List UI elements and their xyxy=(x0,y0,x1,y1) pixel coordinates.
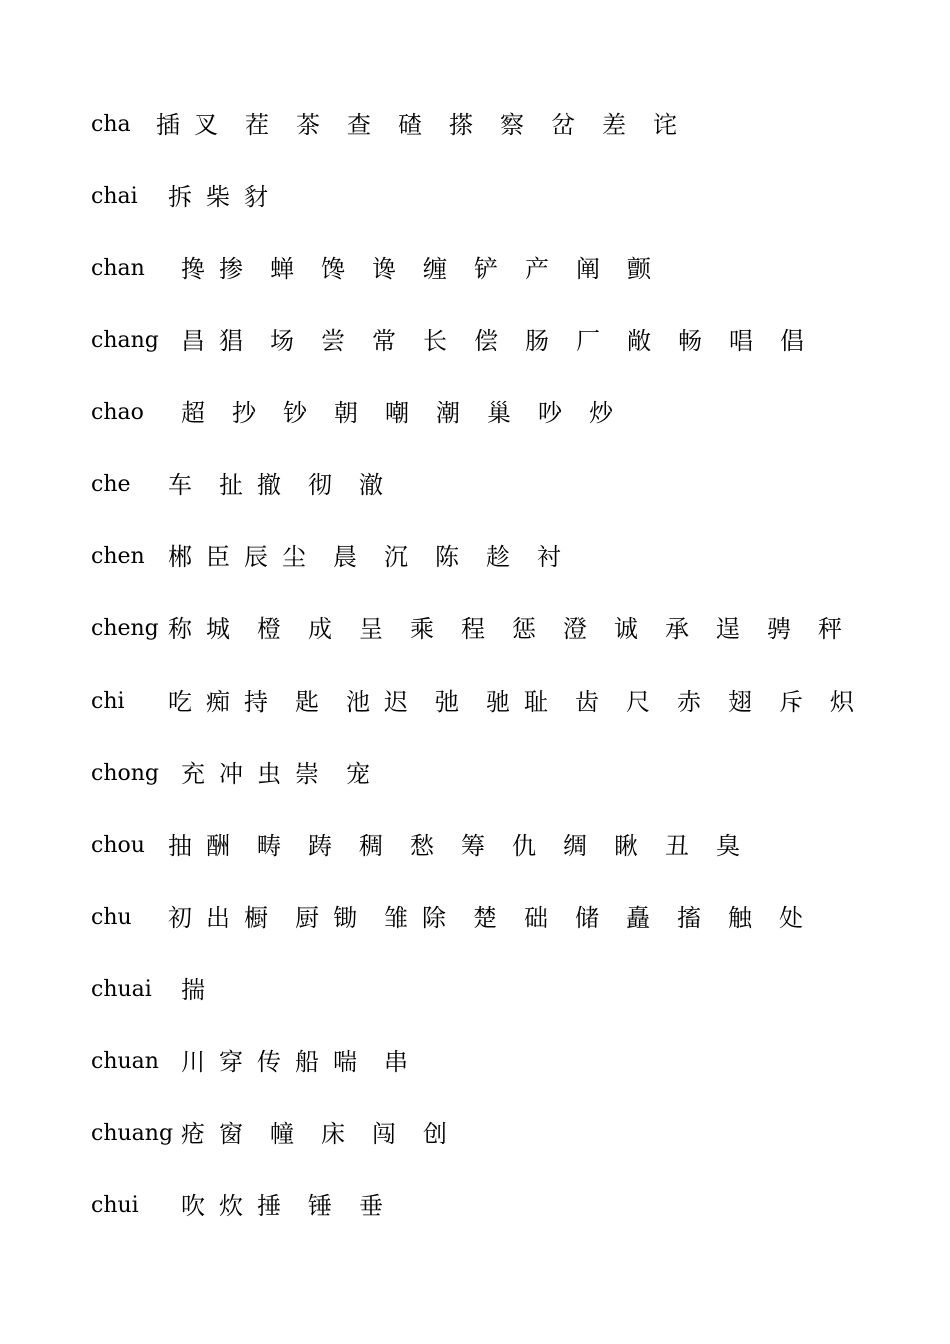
hanzi-character: 彻 xyxy=(308,471,332,499)
hanzi-character: 插 xyxy=(156,111,180,139)
hanzi-character: 骋 xyxy=(767,615,791,643)
hanzi-character: 储 xyxy=(575,904,599,932)
hanzi-character: 趁 xyxy=(486,543,510,571)
pinyin-label: chan xyxy=(91,256,145,281)
hanzi-character: 川 xyxy=(181,1048,205,1076)
pinyin-label: chao xyxy=(91,400,144,425)
hanzi-character: 逞 xyxy=(716,615,740,643)
hanzi-character: 踌 xyxy=(308,832,332,860)
hanzi-character: 崇 xyxy=(295,760,319,788)
hanzi-character: 处 xyxy=(779,904,803,932)
hanzi-character: 陈 xyxy=(435,543,459,571)
hanzi-character: 惩 xyxy=(512,615,536,643)
pinyin-label: chen xyxy=(91,544,145,569)
hanzi-character: 出 xyxy=(206,904,230,932)
hanzi-character: 斥 xyxy=(779,688,803,716)
hanzi-character: 幢 xyxy=(270,1120,294,1148)
hanzi-character: 铲 xyxy=(474,255,498,283)
hanzi-character: 馋 xyxy=(321,255,345,283)
hanzi-character: 澄 xyxy=(563,615,587,643)
hanzi-character: 尺 xyxy=(626,688,650,716)
hanzi-character: 秤 xyxy=(818,615,842,643)
hanzi-character: 垂 xyxy=(359,1192,383,1220)
hanzi-character: 赤 xyxy=(677,688,701,716)
hanzi-character: 捶 xyxy=(257,1192,281,1220)
pinyin-label: chang xyxy=(91,328,159,353)
hanzi-character: 充 xyxy=(181,760,205,788)
hanzi-character: 愁 xyxy=(410,832,434,860)
hanzi-character: 澈 xyxy=(359,471,383,499)
hanzi-character: 差 xyxy=(602,111,626,139)
hanzi-character: 倡 xyxy=(780,327,804,355)
hanzi-character: 串 xyxy=(384,1048,408,1076)
hanzi-character: 辰 xyxy=(244,543,268,571)
hanzi-character: 畴 xyxy=(257,832,281,860)
hanzi-character: 厨 xyxy=(295,904,319,932)
hanzi-character: 础 xyxy=(524,904,548,932)
hanzi-character: 酬 xyxy=(206,832,230,860)
hanzi-character: 茶 xyxy=(296,111,320,139)
pinyin-row-chuai xyxy=(0,970,950,1010)
hanzi-character: 叉 xyxy=(194,111,218,139)
hanzi-character: 巢 xyxy=(487,399,511,427)
pinyin-label: chou xyxy=(91,833,145,858)
hanzi-character: 弛 xyxy=(435,688,459,716)
hanzi-character: 筹 xyxy=(461,832,485,860)
pinyin-row-chou xyxy=(0,826,950,866)
hanzi-character: 疮 xyxy=(181,1120,205,1148)
hanzi-character: 尘 xyxy=(282,543,306,571)
hanzi-character: 缠 xyxy=(423,255,447,283)
hanzi-character: 蝉 xyxy=(270,255,294,283)
hanzi-character: 吵 xyxy=(538,399,562,427)
hanzi-character: 吃 xyxy=(168,688,192,716)
hanzi-character: 翅 xyxy=(728,688,752,716)
hanzi-character: 碴 xyxy=(398,111,422,139)
pinyin-row-chen xyxy=(0,537,950,577)
hanzi-character: 车 xyxy=(168,471,192,499)
pinyin-label: chuan xyxy=(91,1049,159,1074)
hanzi-character: 称 xyxy=(168,615,192,643)
hanzi-character: 察 xyxy=(500,111,524,139)
pinyin-row-chu xyxy=(0,898,950,938)
hanzi-character: 锄 xyxy=(333,904,357,932)
pinyin-label: chong xyxy=(91,761,159,786)
hanzi-character: 程 xyxy=(461,615,485,643)
hanzi-character: 长 xyxy=(423,327,447,355)
hanzi-character: 常 xyxy=(372,327,396,355)
hanzi-character: 肠 xyxy=(525,327,549,355)
hanzi-character: 炒 xyxy=(589,399,613,427)
hanzi-character: 撤 xyxy=(257,471,281,499)
hanzi-character: 查 xyxy=(347,111,371,139)
hanzi-character: 郴 xyxy=(168,543,192,571)
hanzi-character: 揣 xyxy=(181,976,205,1004)
hanzi-character: 茬 xyxy=(245,111,269,139)
hanzi-character: 岔 xyxy=(551,111,575,139)
hanzi-character: 城 xyxy=(206,615,230,643)
hanzi-character: 耻 xyxy=(524,688,548,716)
hanzi-character: 拆 xyxy=(168,183,192,211)
hanzi-character: 产 xyxy=(525,255,549,283)
hanzi-character: 乘 xyxy=(410,615,434,643)
hanzi-character: 搽 xyxy=(449,111,473,139)
pinyin-row-chui xyxy=(0,1186,950,1226)
hanzi-character: 畅 xyxy=(678,327,702,355)
hanzi-character: 窗 xyxy=(219,1120,243,1148)
hanzi-character: 嘲 xyxy=(385,399,409,427)
hanzi-character: 承 xyxy=(665,615,689,643)
pinyin-label: cheng xyxy=(91,616,159,641)
hanzi-character: 厂 xyxy=(576,327,600,355)
hanzi-character: 持 xyxy=(244,688,268,716)
hanzi-character: 臣 xyxy=(206,543,230,571)
hanzi-character: 晨 xyxy=(333,543,357,571)
hanzi-character: 船 xyxy=(295,1048,319,1076)
hanzi-character: 颤 xyxy=(627,255,651,283)
hanzi-character: 除 xyxy=(422,904,446,932)
hanzi-character: 呈 xyxy=(359,615,383,643)
hanzi-character: 沉 xyxy=(384,543,408,571)
hanzi-character: 驰 xyxy=(486,688,510,716)
hanzi-character: 猖 xyxy=(219,327,243,355)
pinyin-label: chai xyxy=(91,184,138,209)
hanzi-character: 超 xyxy=(181,399,205,427)
pinyin-label: che xyxy=(91,472,131,497)
hanzi-character: 朝 xyxy=(334,399,358,427)
hanzi-character: 穿 xyxy=(219,1048,243,1076)
hanzi-character: 丑 xyxy=(665,832,689,860)
pinyin-row-chai xyxy=(0,177,950,217)
hanzi-character: 匙 xyxy=(295,688,319,716)
hanzi-character: 创 xyxy=(423,1120,447,1148)
hanzi-character: 锤 xyxy=(308,1192,332,1220)
hanzi-character: 床 xyxy=(321,1120,345,1148)
pinyin-label: chi xyxy=(91,689,125,714)
hanzi-character: 宠 xyxy=(346,760,370,788)
hanzi-character: 诚 xyxy=(614,615,638,643)
hanzi-character: 场 xyxy=(270,327,294,355)
hanzi-character: 掺 xyxy=(219,255,243,283)
hanzi-character: 豺 xyxy=(244,183,268,211)
hanzi-character: 抄 xyxy=(232,399,256,427)
hanzi-character: 绸 xyxy=(563,832,587,860)
hanzi-character: 迟 xyxy=(384,688,408,716)
hanzi-character: 衬 xyxy=(537,543,561,571)
hanzi-character: 触 xyxy=(728,904,752,932)
hanzi-character: 瞅 xyxy=(614,832,638,860)
hanzi-character: 谗 xyxy=(372,255,396,283)
hanzi-character: 柴 xyxy=(206,183,230,211)
pinyin-row-chi xyxy=(0,682,950,722)
pinyin-label: chuang xyxy=(91,1121,174,1146)
hanzi-character: 吹 xyxy=(181,1192,205,1220)
pinyin-label: chui xyxy=(91,1193,139,1218)
hanzi-character: 传 xyxy=(257,1048,281,1076)
hanzi-character: 搐 xyxy=(677,904,701,932)
hanzi-character: 仇 xyxy=(512,832,536,860)
hanzi-character: 雏 xyxy=(384,904,408,932)
hanzi-character: 阐 xyxy=(576,255,600,283)
hanzi-character: 扯 xyxy=(219,471,243,499)
hanzi-character: 橱 xyxy=(244,904,268,932)
hanzi-character: 偿 xyxy=(474,327,498,355)
hanzi-character: 橙 xyxy=(257,615,281,643)
hanzi-character: 池 xyxy=(346,688,370,716)
hanzi-character: 痴 xyxy=(206,688,230,716)
hanzi-character: 炊 xyxy=(219,1192,243,1220)
hanzi-character: 冲 xyxy=(219,760,243,788)
hanzi-character: 齿 xyxy=(575,688,599,716)
hanzi-character: 搀 xyxy=(181,255,205,283)
hanzi-character: 尝 xyxy=(321,327,345,355)
hanzi-character: 抽 xyxy=(168,832,192,860)
pinyin-row-chuang xyxy=(0,1114,950,1154)
hanzi-character: 矗 xyxy=(626,904,650,932)
hanzi-character: 稠 xyxy=(359,832,383,860)
pinyin-row-chuan xyxy=(0,1042,950,1082)
pinyin-row-chan xyxy=(0,249,950,289)
hanzi-character: 成 xyxy=(308,615,332,643)
pinyin-label: chu xyxy=(91,905,132,930)
pinyin-row-che xyxy=(0,465,950,505)
pinyin-label: cha xyxy=(91,112,131,137)
pinyin-label: chuai xyxy=(91,977,152,1002)
hanzi-character: 喘 xyxy=(333,1048,357,1076)
pinyin-row-chang xyxy=(0,321,950,361)
hanzi-character: 炽 xyxy=(830,688,854,716)
pinyin-row-chao xyxy=(0,393,950,433)
hanzi-character: 敞 xyxy=(627,327,651,355)
hanzi-character: 昌 xyxy=(181,327,205,355)
pinyin-row-chong xyxy=(0,754,950,794)
hanzi-character: 虫 xyxy=(257,760,281,788)
hanzi-character: 闯 xyxy=(372,1120,396,1148)
hanzi-character: 潮 xyxy=(436,399,460,427)
pinyin-row-cha xyxy=(0,105,950,145)
hanzi-character: 初 xyxy=(168,904,192,932)
hanzi-character: 楚 xyxy=(473,904,497,932)
hanzi-character: 诧 xyxy=(653,111,677,139)
hanzi-character: 臭 xyxy=(716,832,740,860)
pinyin-row-cheng xyxy=(0,609,950,649)
hanzi-character: 唱 xyxy=(729,327,753,355)
hanzi-character: 钞 xyxy=(283,399,307,427)
